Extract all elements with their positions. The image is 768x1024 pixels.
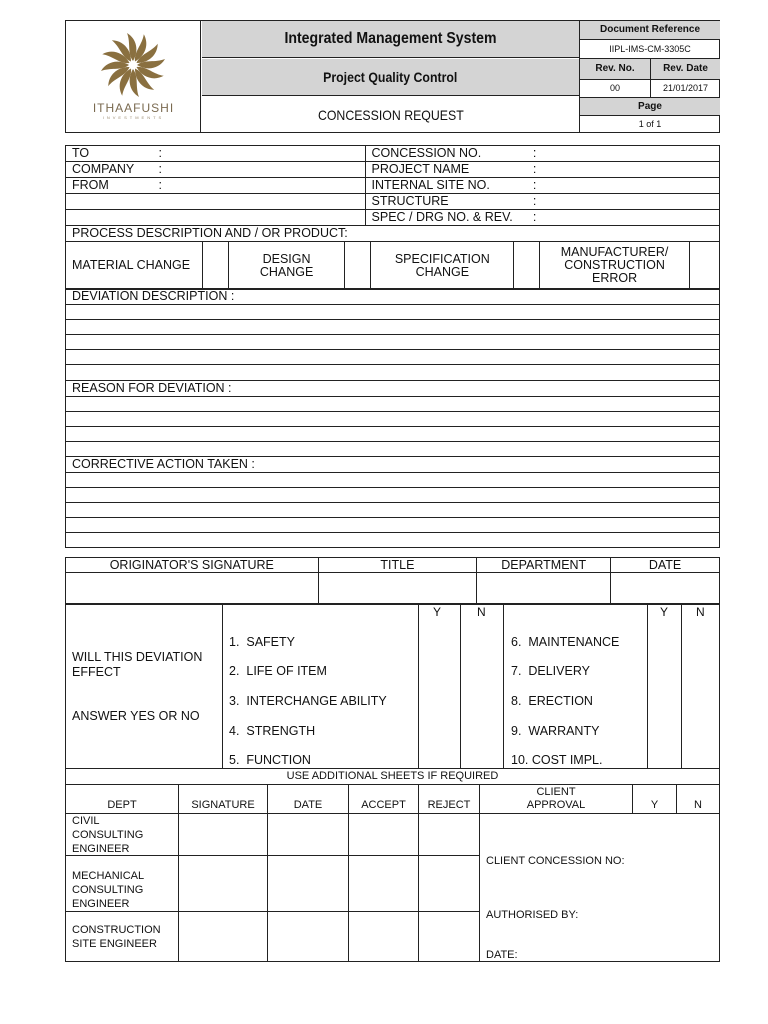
client-approval-header: CLIENT APPROVAL [526, 786, 586, 811]
form-title-text: CONCESSION REQUEST [317, 106, 464, 123]
doc-ref-label: Document Reference [580, 21, 720, 40]
reason-line[interactable] [66, 427, 720, 442]
project-name-value[interactable]: : [527, 162, 720, 178]
mechanical-engineer-label: MECHANICAL CONSULTING ENGINEER [72, 870, 145, 910]
client-y-header: Y [650, 799, 659, 811]
material-change-label: MATERIAL CHANGE [66, 242, 203, 290]
logo-flower-icon [66, 27, 201, 105]
deviation-line[interactable] [66, 350, 720, 365]
rev-no-value: 00 [580, 80, 651, 98]
rev-date-label: Rev. Date [651, 59, 720, 80]
corrective-line[interactable] [66, 488, 720, 503]
date-header: DATE [611, 558, 720, 573]
client-n-header: N [694, 799, 702, 811]
effect-item-interchange: 3. INTERCHANGE ABILITY [229, 694, 387, 708]
blank-left-2 [66, 210, 366, 226]
effect-item-life: 2. LIFE OF ITEM [229, 664, 327, 678]
effect-item-maintenance: 6. MAINTENANCE [511, 635, 620, 649]
right-n-header: N [696, 605, 705, 619]
reason-line[interactable] [66, 412, 720, 427]
concession-no-value[interactable]: : [527, 146, 720, 162]
dept-title-text: Project Quality Control [323, 69, 458, 85]
deviation-line[interactable] [66, 335, 720, 350]
company-value[interactable]: : [150, 162, 365, 178]
spec-drg-value[interactable]: : [527, 210, 720, 226]
effect-item-strength: 4. STRENGTH [229, 724, 316, 738]
structure-cell: STRUCTURE [365, 194, 527, 210]
from-cell: FROM [66, 178, 151, 194]
doc-ref-block [579, 21, 719, 132]
corrective-line[interactable] [66, 503, 720, 518]
department-field[interactable] [477, 573, 611, 605]
reject-header: REJECT [427, 799, 471, 811]
title-field[interactable] [318, 573, 477, 605]
reason-line[interactable] [66, 397, 720, 412]
mfr-error-checkbox[interactable] [690, 242, 720, 290]
design-change-label: DESIGN CHANGE [228, 242, 345, 290]
to-cell: TO [66, 146, 151, 162]
deviation-heading: DEVIATION DESCRIPTION : [66, 289, 720, 305]
logo-text: ITHAAFUSHI [92, 101, 175, 115]
signature-header: SIGNATURE [191, 799, 255, 811]
deviation-line[interactable] [66, 365, 720, 381]
description-table [65, 288, 720, 548]
concession-no-cell: CONCESSION NO. [365, 146, 527, 162]
site-engineer-label: CONSTRUCTION SITE ENGINEER [72, 924, 161, 950]
left-n-header: N [477, 605, 486, 619]
system-title-text: Integrated Management System [284, 30, 497, 47]
right-y-header: Y [660, 605, 669, 619]
change-type-table [65, 241, 720, 290]
process-heading: PROCESS DESCRIPTION AND / OR PRODUCT: [66, 226, 720, 242]
accept-header: ACCEPT [361, 799, 406, 811]
effect-item-delivery: 7. DELIVERY [511, 664, 590, 678]
design-change-checkbox[interactable] [345, 242, 371, 290]
system-title [202, 21, 579, 58]
corrective-line[interactable] [66, 533, 720, 548]
from-value[interactable]: : [150, 178, 365, 194]
doc-ref-value: IIPL-IMS-CM-3305C [580, 40, 720, 59]
page-label: Page [580, 98, 720, 116]
structure-value[interactable]: : [527, 194, 720, 210]
authorised-by-label: AUTHORISED BY: [486, 909, 579, 921]
mfr-error-label: MANUFACTURER/ CONSTRUCTION ERROR [540, 242, 690, 290]
form-title [202, 97, 579, 132]
effect-item-function: 5. FUNCTION [229, 753, 311, 767]
effect-item-warranty: 9. WARRANTY [511, 724, 600, 738]
info-table [65, 145, 720, 242]
logo-subtext: INVESTMENTS [102, 115, 165, 120]
spec-drg-cell: SPEC / DRG NO. & REV. [365, 210, 527, 226]
approval-block [65, 784, 720, 962]
client-date-label: DATE: [486, 949, 518, 961]
logo [66, 21, 201, 132]
page-value: 1 of 1 [638, 119, 662, 129]
title-header: TITLE [318, 558, 477, 573]
effect-block [65, 603, 720, 769]
originator-signature-field[interactable] [66, 573, 319, 605]
originator-signature-header: ORIGINATOR'S SIGNATURE [66, 558, 319, 573]
dept-header: DEPT [107, 799, 137, 811]
internal-site-no-cell: INTERNAL SITE NO. [365, 178, 527, 194]
project-name-cell: PROJECT NAME [365, 162, 527, 178]
corrective-line[interactable] [66, 518, 720, 533]
corrective-heading: CORRECTIVE ACTION TAKEN : [66, 457, 720, 473]
additional-sheets-note: USE ADDITIONAL SHEETS IF REQUIRED [65, 768, 720, 785]
date-field[interactable] [611, 573, 720, 605]
dept-title [202, 59, 579, 96]
spec-change-checkbox[interactable] [514, 242, 540, 290]
signoff-table [65, 557, 720, 605]
company-cell: COMPANY [66, 162, 151, 178]
answer-hint: ANSWER YES OR NO [72, 709, 200, 723]
reason-heading: REASON FOR DEVIATION : [66, 381, 720, 397]
deviation-line[interactable] [66, 320, 720, 335]
department-header: DEPARTMENT [477, 558, 611, 573]
civil-engineer-label: CIVIL CONSULTING ENGINEER [72, 815, 144, 855]
deviation-line[interactable] [66, 305, 720, 320]
effect-question: WILL THIS DEVIATION EFFECT [72, 650, 203, 679]
rev-date-value: 21/01/2017 [651, 80, 720, 98]
corrective-line[interactable] [66, 473, 720, 488]
internal-site-no-value[interactable]: : [527, 178, 720, 194]
approval-date-header: DATE [293, 799, 323, 811]
effect-item-safety: 1. SAFETY [229, 635, 295, 649]
effect-item-erection: 8. ERECTION [511, 694, 593, 708]
to-value[interactable]: : [150, 146, 365, 162]
effect-item-cost: 10. COST IMPL. [511, 753, 603, 767]
reason-line[interactable] [66, 442, 720, 457]
client-concession-no-label: CLIENT CONCESSION NO: [486, 855, 625, 867]
spec-change-label: SPECIFICATION CHANGE [371, 242, 514, 290]
blank-left-1 [66, 194, 366, 210]
rev-no-label: Rev. No. [580, 59, 651, 80]
left-y-header: Y [433, 605, 442, 619]
material-change-checkbox[interactable] [202, 242, 228, 290]
